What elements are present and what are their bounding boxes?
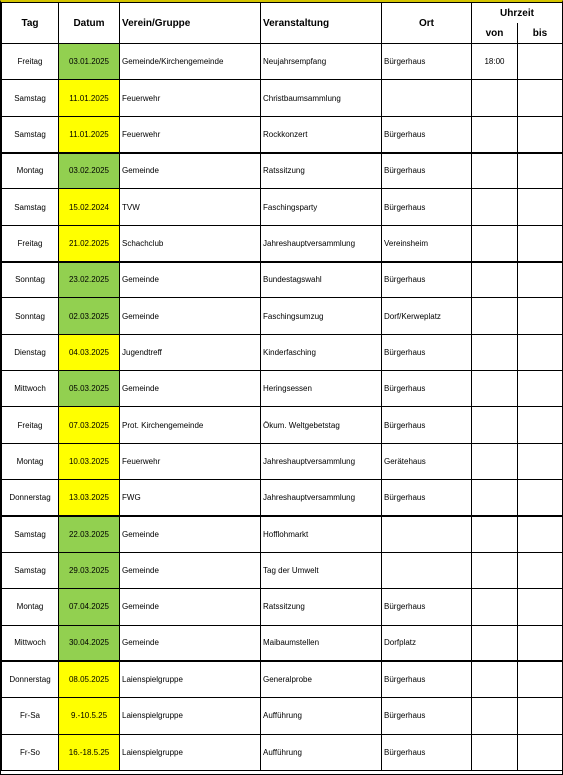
cell-tag: Freitag — [2, 225, 59, 261]
cell-von — [472, 407, 518, 443]
cell-von — [472, 480, 518, 516]
table-row — [2, 225, 563, 261]
table-header — [2, 3, 563, 44]
cell-verein: Feuerwehr — [120, 116, 261, 152]
cell-veranstaltung: Jahreshauptversammlung — [261, 480, 382, 516]
cell-tag: Freitag — [2, 44, 59, 80]
cell-von — [472, 225, 518, 261]
cell-von — [472, 625, 518, 661]
cell-bis — [518, 552, 563, 588]
cell-ort: Bürgerhaus — [382, 407, 472, 443]
cell-ort: Bürgerhaus — [382, 589, 472, 625]
cell-datum: 16.-18.5.25 — [59, 734, 120, 770]
cell-bis — [518, 480, 563, 516]
cell-verein: Gemeinde/Kirchengemeinde — [120, 44, 261, 80]
cell-datum: 15.02.2024 — [59, 189, 120, 225]
cell-verein: Gemeinde — [120, 625, 261, 661]
cell-veranstaltung: Heringsessen — [261, 371, 382, 407]
cell-datum: 30.04.2025 — [59, 625, 120, 661]
cell-bis — [518, 116, 563, 152]
cell-ort: Bürgerhaus — [382, 116, 472, 152]
table-row — [2, 625, 563, 661]
cell-ort: Vereinsheim — [382, 225, 472, 261]
cell-datum: 13.03.2025 — [59, 480, 120, 516]
cell-tag: Donnerstag — [2, 661, 59, 697]
cell-tag: Freitag — [2, 407, 59, 443]
cell-datum: 04.03.2025 — [59, 334, 120, 370]
cell-bis — [518, 225, 563, 261]
cell-von — [472, 661, 518, 697]
table-row — [2, 80, 563, 116]
cell-verein: Feuerwehr — [120, 443, 261, 479]
cell-bis — [518, 407, 563, 443]
cell-tag: Montag — [2, 443, 59, 479]
header-ort: Ort — [382, 3, 472, 44]
header-uhrzeit: Uhrzeit — [472, 3, 563, 24]
cell-datum: 07.04.2025 — [59, 589, 120, 625]
cell-ort: Bürgerhaus — [382, 661, 472, 697]
cell-tag: Sonntag — [2, 262, 59, 298]
cell-tag: Montag — [2, 589, 59, 625]
cell-datum: 9.-10.5.25 — [59, 698, 120, 734]
cell-verein: Prot. Kirchengemeinde — [120, 407, 261, 443]
cell-datum: 11.01.2025 — [59, 80, 120, 116]
table-row — [2, 589, 563, 625]
cell-veranstaltung: Faschingsumzug — [261, 298, 382, 334]
cell-bis — [518, 334, 563, 370]
cell-verein: TVW — [120, 189, 261, 225]
cell-veranstaltung: Christbaumsammlung — [261, 80, 382, 116]
table-row — [2, 334, 563, 370]
event-table — [1, 2, 563, 771]
cell-datum: 21.02.2025 — [59, 225, 120, 261]
cell-ort: Dorfplatz — [382, 625, 472, 661]
cell-bis — [518, 516, 563, 552]
cell-von — [472, 443, 518, 479]
cell-ort — [382, 552, 472, 588]
cell-von — [472, 153, 518, 189]
cell-datum: 07.03.2025 — [59, 407, 120, 443]
cell-datum: 02.03.2025 — [59, 298, 120, 334]
cell-von — [472, 552, 518, 588]
cell-verein: Gemeinde — [120, 589, 261, 625]
table-row — [2, 189, 563, 225]
cell-verein: Gemeinde — [120, 516, 261, 552]
table-row — [2, 661, 563, 697]
cell-bis — [518, 298, 563, 334]
cell-veranstaltung: Ökum. Weltgebetstag — [261, 407, 382, 443]
cell-von — [472, 698, 518, 734]
cell-datum: 29.03.2025 — [59, 552, 120, 588]
table-row — [2, 371, 563, 407]
cell-tag: Samstag — [2, 116, 59, 152]
cell-bis — [518, 80, 563, 116]
cell-veranstaltung: Neujahrsempfang — [261, 44, 382, 80]
table-row — [2, 443, 563, 479]
cell-bis — [518, 589, 563, 625]
cell-verein: Gemeinde — [120, 552, 261, 588]
cell-ort: Bürgerhaus — [382, 189, 472, 225]
cell-veranstaltung: Aufführung — [261, 734, 382, 770]
cell-ort: Bürgerhaus — [382, 371, 472, 407]
cell-von — [472, 589, 518, 625]
table-row — [2, 552, 563, 588]
cell-veranstaltung: Ratssitzung — [261, 589, 382, 625]
cell-tag: Samstag — [2, 189, 59, 225]
cell-datum: 10.03.2025 — [59, 443, 120, 479]
cell-veranstaltung: Maibaumstellen — [261, 625, 382, 661]
cell-von — [472, 516, 518, 552]
header-tag: Tag — [2, 3, 59, 44]
cell-datum: 05.03.2025 — [59, 371, 120, 407]
cell-verein: Laienspielgruppe — [120, 698, 261, 734]
cell-tag: Fr-So — [2, 734, 59, 770]
cell-verein: Feuerwehr — [120, 80, 261, 116]
table-row — [2, 116, 563, 152]
cell-veranstaltung: Generalprobe — [261, 661, 382, 697]
cell-verein: Gemeinde — [120, 262, 261, 298]
cell-datum: 08.05.2025 — [59, 661, 120, 697]
table-body — [2, 44, 563, 771]
cell-ort: Bürgerhaus — [382, 262, 472, 298]
cell-bis — [518, 698, 563, 734]
table-row — [2, 262, 563, 298]
cell-verein: Laienspielgruppe — [120, 661, 261, 697]
cell-von: 18:00 — [472, 44, 518, 80]
header-von: von — [472, 23, 518, 44]
cell-von — [472, 371, 518, 407]
cell-von — [472, 262, 518, 298]
cell-bis — [518, 189, 563, 225]
cell-verein: FWG — [120, 480, 261, 516]
cell-verein: Gemeinde — [120, 371, 261, 407]
table-row — [2, 734, 563, 770]
cell-veranstaltung: Hofflohmarkt — [261, 516, 382, 552]
cell-von — [472, 298, 518, 334]
cell-veranstaltung: Jahreshauptversammlung — [261, 225, 382, 261]
cell-tag: Montag — [2, 153, 59, 189]
cell-bis — [518, 44, 563, 80]
cell-ort: Gerätehaus — [382, 443, 472, 479]
cell-bis — [518, 661, 563, 697]
cell-veranstaltung: Kinderfasching — [261, 334, 382, 370]
table-row — [2, 407, 563, 443]
cell-datum: 11.01.2025 — [59, 116, 120, 152]
header-bis: bis — [518, 23, 563, 44]
cell-veranstaltung: Aufführung — [261, 698, 382, 734]
table-row — [2, 298, 563, 334]
cell-von — [472, 80, 518, 116]
cell-bis — [518, 734, 563, 770]
cell-veranstaltung: Tag der Umwelt — [261, 552, 382, 588]
table-row — [2, 516, 563, 552]
cell-ort: Bürgerhaus — [382, 44, 472, 80]
cell-ort: Bürgerhaus — [382, 734, 472, 770]
cell-verein: Jugendtreff — [120, 334, 261, 370]
cell-ort — [382, 516, 472, 552]
cell-von — [472, 116, 518, 152]
cell-veranstaltung: Ratssitzung — [261, 153, 382, 189]
cell-verein: Gemeinde — [120, 153, 261, 189]
cell-tag: Donnerstag — [2, 480, 59, 516]
cell-ort: Bürgerhaus — [382, 153, 472, 189]
cell-tag: Samstag — [2, 516, 59, 552]
table-row — [2, 153, 563, 189]
cell-von — [472, 334, 518, 370]
cell-ort: Bürgerhaus — [382, 480, 472, 516]
cell-bis — [518, 262, 563, 298]
cell-von — [472, 734, 518, 770]
cell-verein: Gemeinde — [120, 298, 261, 334]
cell-bis — [518, 153, 563, 189]
cell-tag: Samstag — [2, 552, 59, 588]
table-row — [2, 480, 563, 516]
cell-tag: Dienstag — [2, 334, 59, 370]
cell-bis — [518, 371, 563, 407]
cell-ort: Bürgerhaus — [382, 334, 472, 370]
header-verein: Verein/Gruppe — [120, 3, 261, 44]
cell-von — [472, 189, 518, 225]
cell-ort: Bürgerhaus — [382, 698, 472, 734]
cell-tag: Samstag — [2, 80, 59, 116]
cell-ort — [382, 80, 472, 116]
cell-datum: 03.02.2025 — [59, 153, 120, 189]
cell-tag: Mittwoch — [2, 371, 59, 407]
cell-veranstaltung: Jahreshauptversammlung — [261, 443, 382, 479]
cell-datum: 03.01.2025 — [59, 44, 120, 80]
header-veranstaltung: Veranstaltung — [261, 3, 382, 44]
cell-bis — [518, 443, 563, 479]
cell-tag: Mittwoch — [2, 625, 59, 661]
cell-verein: Laienspielgruppe — [120, 734, 261, 770]
cell-verein: Schachclub — [120, 225, 261, 261]
cell-veranstaltung: Rockkonzert — [261, 116, 382, 152]
cell-datum: 22.03.2025 — [59, 516, 120, 552]
table-row — [2, 44, 563, 80]
table-row — [2, 698, 563, 734]
cell-tag: Sonntag — [2, 298, 59, 334]
header-datum: Datum — [59, 3, 120, 44]
cell-ort: Dorf/Kerweplatz — [382, 298, 472, 334]
cell-datum: 23.02.2025 — [59, 262, 120, 298]
cell-veranstaltung: Bundestagswahl — [261, 262, 382, 298]
cell-bis — [518, 625, 563, 661]
cell-veranstaltung: Faschingsparty — [261, 189, 382, 225]
cell-tag: Fr-Sa — [2, 698, 59, 734]
